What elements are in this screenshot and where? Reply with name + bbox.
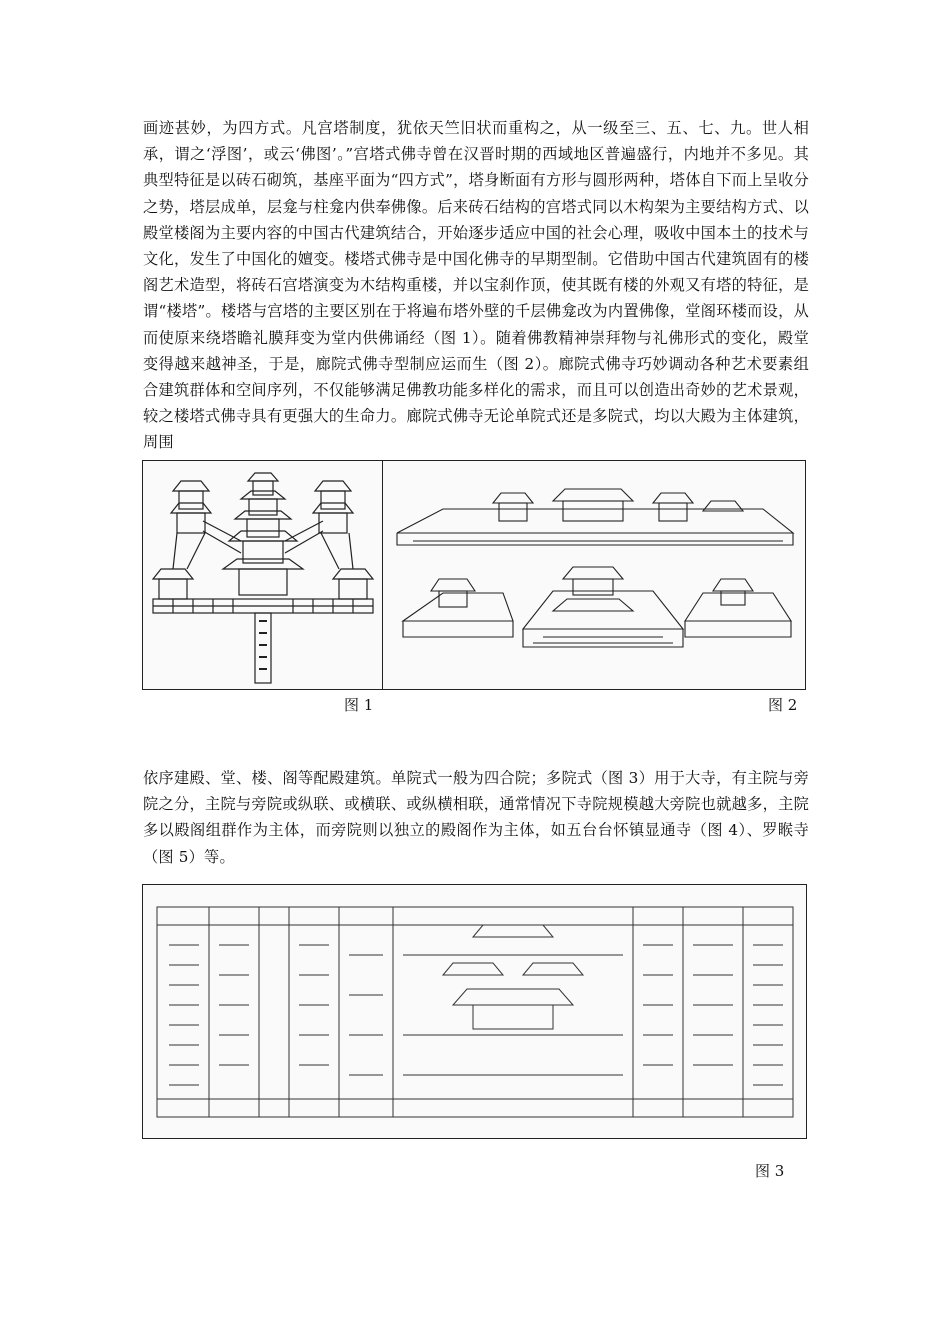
paragraph-1: 画迹甚妙，为四方式。凡宫塔制度，犹依天竺旧状而重构之，从一级至三、五、七、九。世人相承，谓之‘浮图’，或云‘佛图’。”宫塔式佛寺曾在汉晋时期的西域地区普遍盛行，内地并不多见。其典型特征是以砖石砌筑，基座平面为“四方式”，塔身断面有方形与圆形两种，塔体自下而上呈收分之势，塔层成单，层龛与柱龛内供奉佛像。后来砖石结构的宫塔式同以木构架为主要结构方式、以殿堂楼阁为主要内容的中国古代建筑结合，开始逐步适应中国的社会心理，吸收中国本土的技术与文化，发生了中国化的嬗变。楼塔式佛寺是中国化佛寺的早期型制。它借助中国古代建筑固有的楼阁艺术造型，将砖石宫塔演变为木结构重楼，并以宝刹作顶，使其既有楼的外观又有塔的特征，是谓“楼塔”。楼塔与宫塔的主要区别在于将遍布塔外壁的千层佛龛改为内置佛像，堂阁环楼而设，从而使原来绕塔瞻礼膜拜变为堂内供佛诵经（图 1）。随着佛教精神崇拜物与礼佛形式的变化，殿堂变得越来越神圣，于是，廊院式佛寺型制应运而生（图 2）。廊院式佛寺巧妙调动各种艺术要素组合建筑群体和空间序列，不仅能够满足佛教功能多样化的需求，而且可以创造出奇妙的艺术景观，较之楼塔式佛寺具有更强大的生命力。廊院式佛寺无论单院式还是多院式，均以大殿为主体建筑，周围 [143,119,809,452]
figure-2-courtyard-temple-drawing [382,460,806,690]
figure-2-caption: 图 2 [768,696,798,714]
figure-1-pagoda-temple-drawing [142,460,384,690]
figure-3-multi-courtyard-temple-drawing [142,884,807,1139]
figure-2-illustration [383,461,805,689]
paragraph-2: 依序建殿、堂、楼、阁等配殿建筑。单院式一般为四合院；多院式（图 3）用于大寺，有主院与旁院之分，主院与旁院或纵联、或横联、或纵横相联，通常情况下寺院规模越大旁院也就越多，主院多以殿阁组群作为主体，而旁院则以独立的殿阁作为主体，如五台台怀镇显通寺（图 4）、罗睺寺（图 5）等。 [143,769,809,866]
figure-1-caption: 图 1 [344,696,374,714]
figure-3-illustration [143,885,806,1138]
figure-1-illustration [143,461,383,689]
figure-3-caption: 图 3 [755,1162,785,1180]
